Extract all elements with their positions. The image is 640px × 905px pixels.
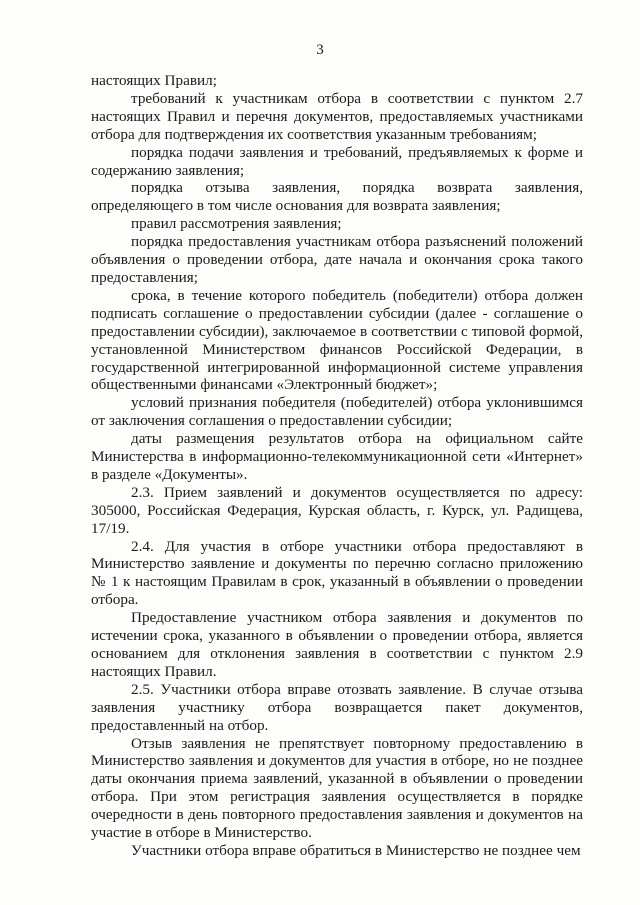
paragraph: настоящих Правил;	[91, 72, 217, 89]
paragraph: 2.5. Участники отбора вправе отозвать заявление. В случае отзыва заявления участнику отбора возвращается пакет документов, предоставленный на отбор.	[91, 680, 583, 734]
paragraph: требований к участникам отбора в соответствии с пунктом 2.7 настоящих Правил и перечня документов, предоставляемых участниками отбора для подтверждения их соответствия указанным требованиям;	[91, 89, 583, 143]
document-body	[91, 72, 583, 860]
paragraph: Участники отбора вправе обратиться в Министерство не позднее чем	[131, 841, 581, 859]
paragraph: правил рассмотрения заявления;	[131, 215, 342, 233]
paragraph: даты размещения результатов отбора на официальном сайте Министерства в информационно-телекоммуникационной сети «Интернет» в разделе «Документы».	[91, 430, 583, 483]
paragraph: условий признания победителя (победителей) отбора уклонившимся от заключения соглашения о предоставлении субсидии;	[91, 394, 583, 430]
paragraph: Отзыв заявления не препятствует повторному предоставлению в Министерство заявления и документов для участия в отборе, но не позднее даты окончания приема заявлений, указанной в объявлении о проведении отбора. При этом регистрация заявления осуществляется в порядке очередности в день повторного предоставления заявления и документов на участие в отборе в Министерство.	[91, 734, 583, 842]
paragraph: порядка отзыва заявления, порядка возврата заявления, определяющего в том числе основания для возврата заявления;	[91, 179, 583, 215]
paragraph: порядка подачи заявления и требований, предъявляемых к форме и содержанию заявления;	[91, 143, 583, 179]
page-number: 3	[316, 42, 324, 58]
paragraph: 2.4. Для участия в отборе участники отбора предоставляют в Министерство заявление и документы по перечню согласно приложению № 1 к настоящим Правилам в срок, указанный в объявлении о проведении отбора.	[91, 537, 583, 609]
paragraph: порядка предоставления участникам отбора разъяснений положений объявления о проведении отбора, дате начала и окончания срока такого предоставления;	[91, 233, 583, 286]
paragraph: Предоставление участником отбора заявления и документов по истечении срока, указанного в объявлении о проведении отбора, является основанием для отклонения заявления в соответствии с пунктом 2.9 настоящих Правил.	[91, 609, 583, 680]
paragraph: 2.3. Прием заявлений и документов осуществляется по адресу: 305000, Российская Федерация, Курская область, г. Курск, ул. Радищева, 17/19.	[91, 483, 583, 537]
paragraph: срока, в течение которого победитель (победители) отбора должен подписать соглашение о предоставлении субсидии (далее - соглашение о предоставлении субсидии), заключаемое в соответствии с типовой формой, установленной Министерством финансов Российской Федерации, в государственной интегрированной информационной системе управления общественными финансами «Электронный бюджет»;	[91, 286, 583, 394]
